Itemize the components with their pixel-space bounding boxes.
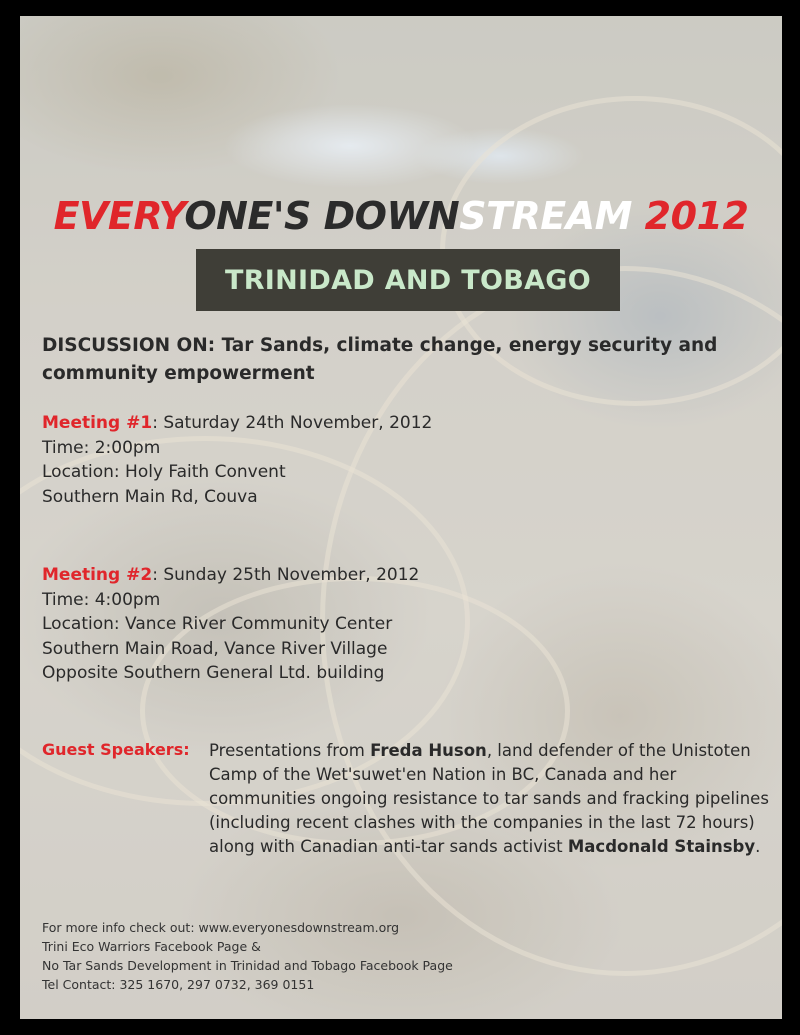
guest-speakers-label: Guest Speakers: bbox=[42, 740, 190, 759]
subtitle-text: TRINIDAD AND TOBAGO bbox=[225, 264, 591, 296]
guest-intro: Presentations from bbox=[209, 741, 371, 760]
discussion-text: Tar Sands, climate change, energy security and community empowerment bbox=[42, 335, 718, 384]
poster-title bbox=[20, 194, 782, 238]
meeting-1-address: Southern Main Rd, Couva bbox=[42, 486, 258, 507]
footer-info bbox=[42, 918, 453, 994]
meeting-1-time: Time: 2:00pm bbox=[42, 437, 161, 458]
title-part-every: EVERY bbox=[53, 194, 185, 238]
meeting-2-label: Meeting #2 bbox=[42, 565, 153, 585]
meeting-1-date: : Saturday 24th November, 2012 bbox=[152, 413, 433, 433]
poster bbox=[20, 16, 782, 1019]
speaker-1-name: Freda Huson bbox=[370, 741, 487, 760]
meeting-2-time: Time: 4:00pm bbox=[42, 589, 161, 610]
title-part-year: 2012 bbox=[644, 194, 749, 238]
guest-speakers-text bbox=[209, 739, 779, 859]
footer-facebook-2: No Tar Sands Development in Trinidad and Tobago Facebook Page bbox=[42, 958, 453, 973]
meeting-1-location: Location: Holy Faith Convent bbox=[42, 462, 286, 482]
meeting-2-opposite: Opposite Southern General Ltd. building bbox=[42, 663, 385, 683]
meeting-2-details bbox=[42, 563, 419, 686]
discussion-topic bbox=[42, 332, 742, 388]
discussion-label: DISCUSSION ON: bbox=[42, 335, 216, 356]
meeting-2-date: : Sunday 25th November, 2012 bbox=[152, 565, 420, 585]
meeting-1-details bbox=[42, 411, 432, 509]
title-part-ones-down: ONE'S DOWN bbox=[184, 194, 460, 238]
meeting-2-address: Southern Main Road, Vance River Village bbox=[42, 638, 388, 659]
guest-end: . bbox=[755, 837, 761, 856]
footer-contact: Tel Contact: 325 1670, 297 0732, 369 0151 bbox=[42, 977, 315, 992]
meeting-1-label: Meeting #1 bbox=[42, 413, 153, 433]
guest-middle: , land defender of the Unistoten Camp of the Wet'suwet'en Nation in BC, Canada and her communities ongoing resistance to tar sands and fracking pipelines (including recent clashes with the companies in the last 72 hours) along with Canadian anti-tar sands activist bbox=[209, 741, 769, 856]
speaker-2-name: Macdonald Stainsby bbox=[567, 837, 756, 856]
photo-overlay bbox=[20, 16, 782, 1019]
footer-facebook-1: Trini Eco Warriors Facebook Page & bbox=[42, 939, 261, 954]
meeting-2-location: Location: Vance River Community Center bbox=[42, 614, 393, 634]
subtitle-banner bbox=[196, 249, 620, 311]
title-part-stream: STREAM bbox=[459, 194, 632, 238]
footer-website: For more info check out: www.everyonesdownstream.org bbox=[42, 920, 400, 935]
